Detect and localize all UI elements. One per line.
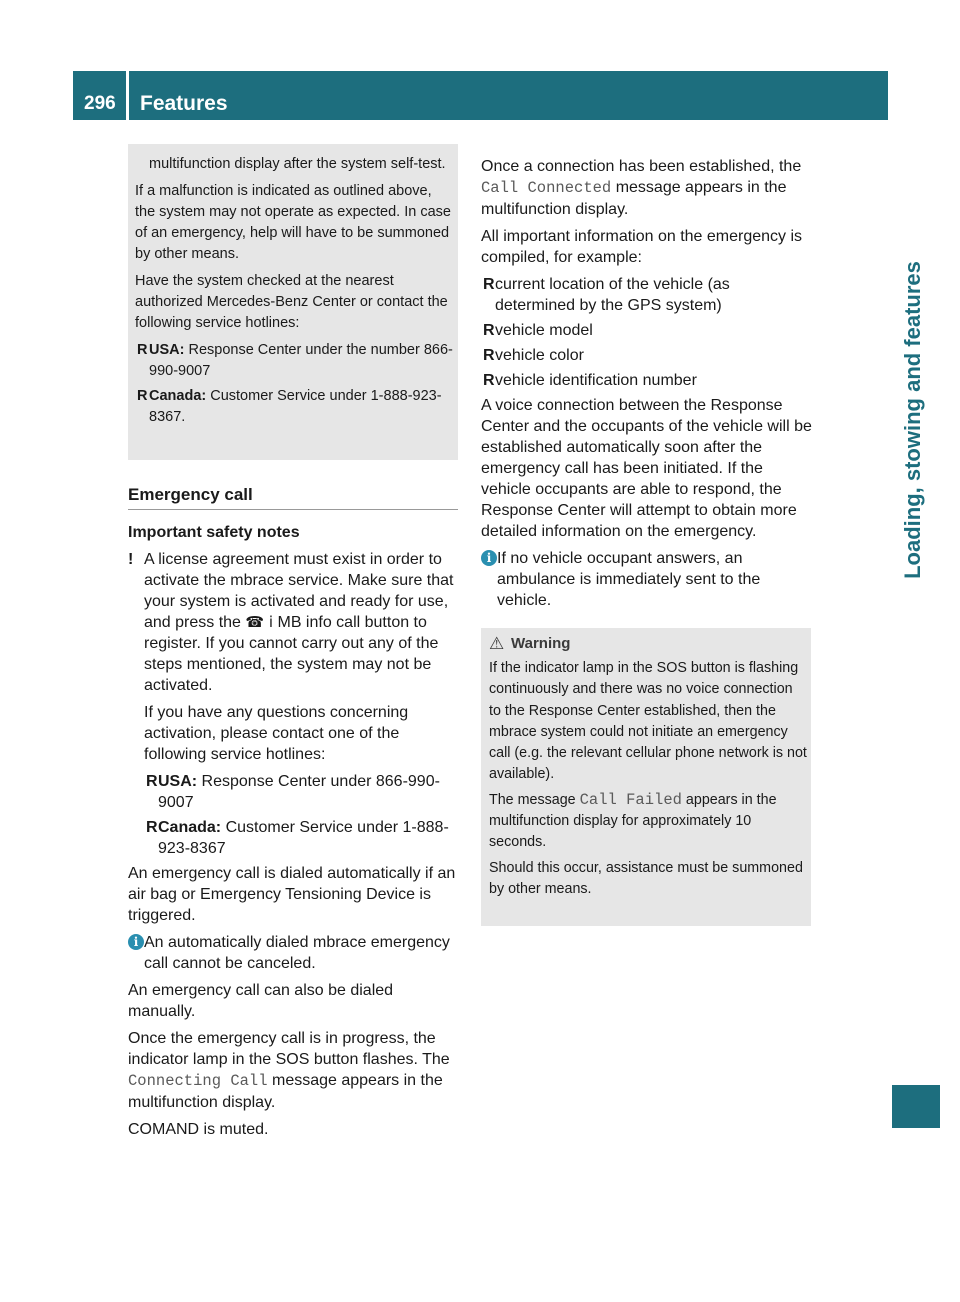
paragraph: COMAND is muted. [128, 1121, 269, 1138]
box-paragraph: Have the system checked at the nearest authorized Mercedes-Benz Center or contact the following service hotlines: [135, 273, 448, 331]
list-item [481, 274, 814, 316]
subheading: Important safety notes [128, 524, 300, 541]
warning-paragraph: If the indicator lamp in the SOS button is flashing continuously and there was no voice connection to the Response Center established, then the mbrace system could not initiate an emergency call (e.g. the relevant cellular phone network is not available). [489, 660, 807, 783]
hotline-text: Customer Service under 1-888-923-8367 [158, 819, 449, 857]
side-tab-marker [892, 1085, 940, 1128]
paragraph: A voice connection between the Response Center and the occupants of the vehicle will be established automatically soon after the emergency call has been initiated. If the vehicle occupants are able to respond, the Response Center will attempt to obtain more detailed information on the emergency. [481, 397, 812, 540]
list-item-text: vehicle model [495, 322, 593, 339]
note-paragraph: If you have any questions concerning activation, please contact one of the following service hotlines: [144, 704, 409, 763]
exclamation-icon: ! [128, 551, 134, 568]
note-text: A license agreement must exist in order to activate the mbrace service. Make sure that your system is activated and ready for use, and press the [144, 551, 454, 631]
warning-paragraph [489, 790, 807, 854]
warning-body [489, 658, 807, 904]
hotline-text: Response Center under 866-990-9007 [158, 773, 440, 811]
paragraph: An emergency call is dialed automatically if an air bag or Emergency Tensioning Device is triggered. [128, 865, 456, 924]
bullet-icon: R [137, 342, 148, 358]
info-icon: i [128, 934, 144, 950]
list-item [481, 370, 814, 391]
side-tab-label: Loading, stowing and features [900, 261, 925, 579]
phone-info-icon: ☎ i [245, 613, 274, 631]
header-divider [126, 71, 129, 120]
list-item [144, 817, 461, 859]
text: appears in the multifunction display for approximately 10 seconds. [489, 791, 777, 851]
info-note [481, 548, 814, 611]
hotline-country: Canada: [149, 388, 207, 404]
paragraph: An emergency call can also be dialed manually. [128, 982, 394, 1020]
text: Once the emergency call is in progress, the indicator lamp in the SOS button flashes. The [128, 1030, 450, 1068]
page-number: 296 [84, 93, 116, 114]
paragraph: All important information on the emergency is compiled, for example: [481, 228, 803, 266]
heading-emergency-call: Emergency call [128, 485, 253, 504]
hotline-text: Customer Service under 1-888-923-8367. [149, 388, 442, 425]
top-info-box [128, 144, 458, 460]
bullet-icon: R [137, 388, 148, 404]
hotline-country: USA: [149, 342, 185, 358]
paragraph [481, 156, 814, 220]
display-message: Call Failed [579, 790, 682, 809]
display-message: Call Connected [481, 179, 612, 197]
warning-triangle-icon: ⚠ [489, 634, 505, 653]
warning-paragraph: Should this occur, assistance must be summoned by other means. [489, 859, 803, 897]
text: The message [489, 791, 576, 808]
bullet-icon: R [146, 773, 158, 790]
text: Once a connection has been established, the [481, 158, 802, 175]
list-item-text: vehicle identification number [495, 372, 697, 389]
text: message appears in the multifunction display. [128, 1072, 443, 1111]
bullet-icon: R [146, 819, 158, 836]
hotline-country: Canada: [158, 819, 222, 836]
display-message: Connecting Call [128, 1072, 268, 1090]
info-text: If no vehicle occupant answers, an ambulance is immediately sent to the vehicle. [497, 550, 761, 609]
info-text: An automatically dialed mbrace emergency call cannot be canceled. [144, 934, 450, 972]
box-paragraph: If a malfunction is indicated as outlined above, the system may not operate as expected. In case of an emergency, help will have to be summoned by other means. [135, 183, 451, 262]
note-text: MB info call button to register. If you cannot carry out any of the steps mentioned, the system may not be activated. [144, 614, 439, 694]
warning-title: Warning [511, 635, 571, 652]
bullet-icon: R [483, 276, 495, 293]
warning-heading [489, 634, 570, 654]
left-column [128, 522, 461, 1146]
bullet-icon: R [483, 347, 495, 364]
box-paragraph: multifunction display after the system self-test. [149, 156, 446, 172]
caution-note [128, 549, 461, 859]
list-item [481, 345, 814, 366]
list-item-text: current location of the vehicle (as determined by the GPS system) [495, 276, 730, 314]
text: message appears in the multifunction display. [481, 179, 787, 218]
bullet-icon: R [483, 322, 495, 339]
heading-divider [128, 509, 458, 510]
hotline-text: Response Center under the number 866-990-9007 [149, 342, 453, 379]
section-title: Features [140, 92, 228, 115]
list-item [135, 386, 455, 428]
list-item-text: vehicle color [495, 347, 584, 364]
info-icon: i [481, 550, 497, 566]
info-note [128, 932, 461, 974]
warning-box [481, 628, 811, 926]
hotline-country: USA: [158, 773, 198, 790]
bullet-icon: R [483, 372, 495, 389]
list-item [144, 771, 461, 813]
list-item [481, 320, 814, 341]
paragraph [128, 1028, 461, 1113]
right-column [481, 156, 814, 617]
list-item [135, 340, 455, 382]
